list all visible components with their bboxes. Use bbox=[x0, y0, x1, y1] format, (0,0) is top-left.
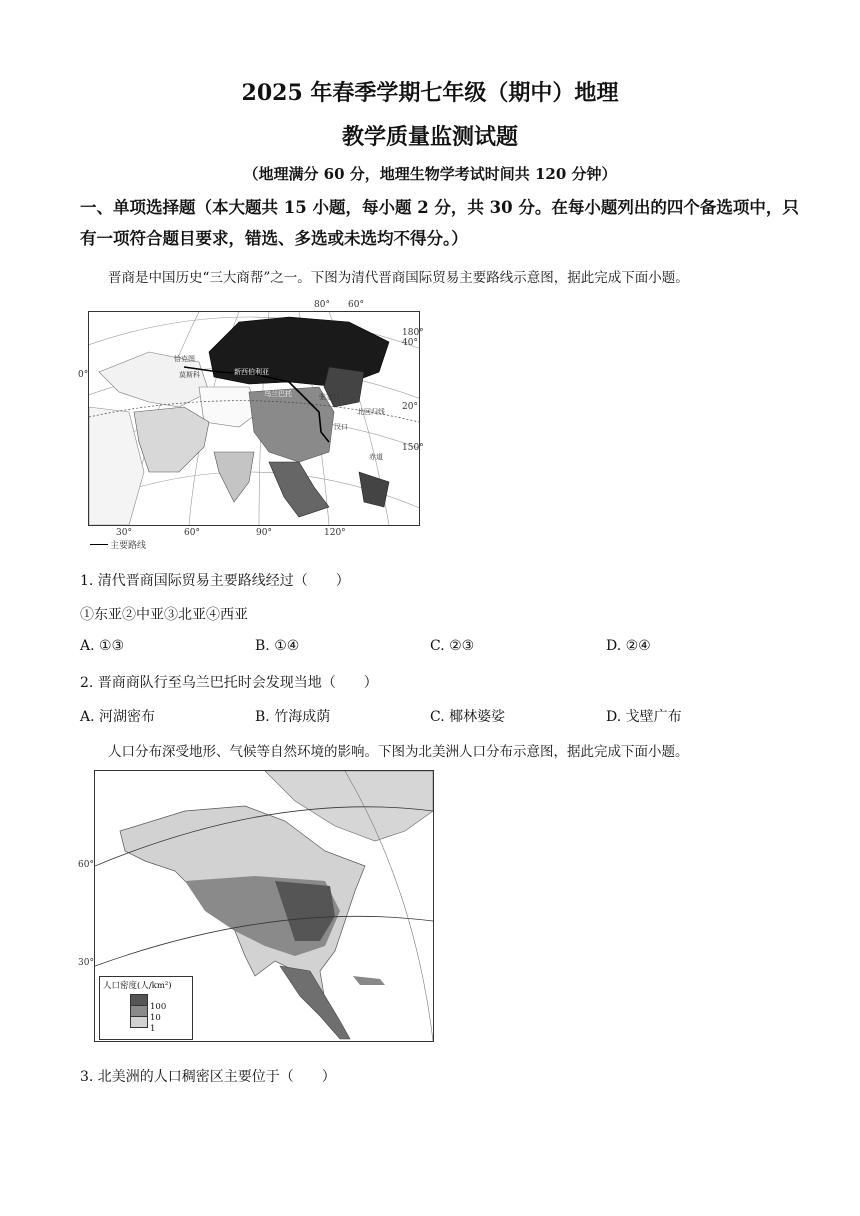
q2-option-a[interactable]: A. 河湖密布 bbox=[80, 709, 156, 725]
population-legend bbox=[99, 976, 193, 1040]
legend-value-10: 10 bbox=[150, 1013, 161, 1023]
place-hankou: 汉口 bbox=[334, 423, 348, 431]
place-moscow: 莫斯科 bbox=[179, 371, 200, 379]
legend-value-100: 100 bbox=[150, 1002, 167, 1012]
q2-option-d[interactable]: D. 戈壁广布 bbox=[606, 709, 682, 725]
tick-150: 150° bbox=[402, 443, 424, 453]
intro-paragraph-1: 晋商是中国历史“三大商帮”之一。下图为清代晋商国际贸易主要路线示意图，据此完成下面小题。 bbox=[108, 270, 689, 286]
q2-option-c[interactable]: C. 椰林婆娑 bbox=[430, 709, 506, 725]
place-tropic: 北回归线 bbox=[357, 408, 385, 416]
route-legend-label: 主要路线 bbox=[110, 541, 147, 551]
place-equator: 赤道 bbox=[369, 453, 383, 461]
tick-60: 60° bbox=[348, 300, 364, 310]
place-novosibirsk: 新西伯利亚 bbox=[234, 368, 269, 376]
tick-bottom-120: 120° bbox=[324, 528, 346, 538]
tick-0: 0° bbox=[78, 370, 89, 380]
asia-map-graphic bbox=[89, 312, 419, 525]
question-1-items: ①东亚②中亚③北亚④西亚 bbox=[80, 607, 248, 623]
place-kyakhta: 恰克图 bbox=[174, 355, 195, 363]
tick-bottom-60: 60° bbox=[184, 528, 200, 538]
route-legend-line bbox=[90, 544, 108, 545]
q1-option-a[interactable]: A. ①③ bbox=[80, 638, 125, 654]
legend-title: 人口密度(人/km²) bbox=[103, 981, 172, 991]
place-ulaanbaatar: 乌兰巴托 bbox=[264, 390, 292, 398]
map-frame bbox=[88, 311, 420, 526]
exam-title: 2025 年春季学期七年级（期中）地理 bbox=[241, 80, 619, 106]
section-heading: 一、单项选择题（本大题共 15 小题，每小题 2 分，共 30 分。在每小题列出的四个备选项中，只有一项符合题目要求，错选、多选或未选均不得分。） bbox=[80, 198, 799, 248]
question-1-stem: 1. 清代晋商国际贸易主要路线经过（ ） bbox=[80, 573, 350, 589]
exam-subtitle: 教学质量监测试题 bbox=[341, 124, 518, 150]
q2-option-b[interactable]: B. 竹海成荫 bbox=[255, 709, 331, 725]
tick-lat-60: 60° bbox=[78, 860, 94, 870]
q1-option-d[interactable]: D. ②④ bbox=[606, 638, 651, 654]
question-3-stem: 3. 北美洲的人口稠密区主要位于（ ） bbox=[80, 1069, 336, 1085]
intro-paragraph-2: 人口分布深受地形、气候等自然环境的影响。下图为北美洲人口分布示意图，据此完成下面小题。 bbox=[108, 744, 689, 760]
tick-lat-30: 30° bbox=[78, 958, 94, 968]
q1-option-b[interactable]: B. ①④ bbox=[255, 638, 300, 654]
legend-swatch-1 bbox=[130, 1016, 148, 1028]
q1-option-c[interactable]: C. ②③ bbox=[430, 638, 475, 654]
exam-note: （地理满分 60 分，地理生物学考试时间共 120 分钟） bbox=[243, 165, 617, 183]
tick-80: 80° bbox=[314, 300, 330, 310]
question-2-stem: 2. 晋商商队行至乌兰巴托时会发现当地（ ） bbox=[80, 675, 378, 691]
trade-route-map bbox=[78, 298, 426, 556]
population-map bbox=[78, 770, 438, 1045]
tick-180: 180° bbox=[402, 328, 424, 338]
place-zhangjiakou: 张家口 bbox=[319, 393, 340, 401]
tick-bottom-90: 90° bbox=[256, 528, 272, 538]
tick-bottom-30: 30° bbox=[116, 528, 132, 538]
population-map-frame bbox=[94, 770, 434, 1042]
tick-20: 20° bbox=[402, 402, 418, 412]
tick-40: 40° bbox=[402, 338, 418, 348]
legend-value-1: 1 bbox=[150, 1024, 156, 1034]
